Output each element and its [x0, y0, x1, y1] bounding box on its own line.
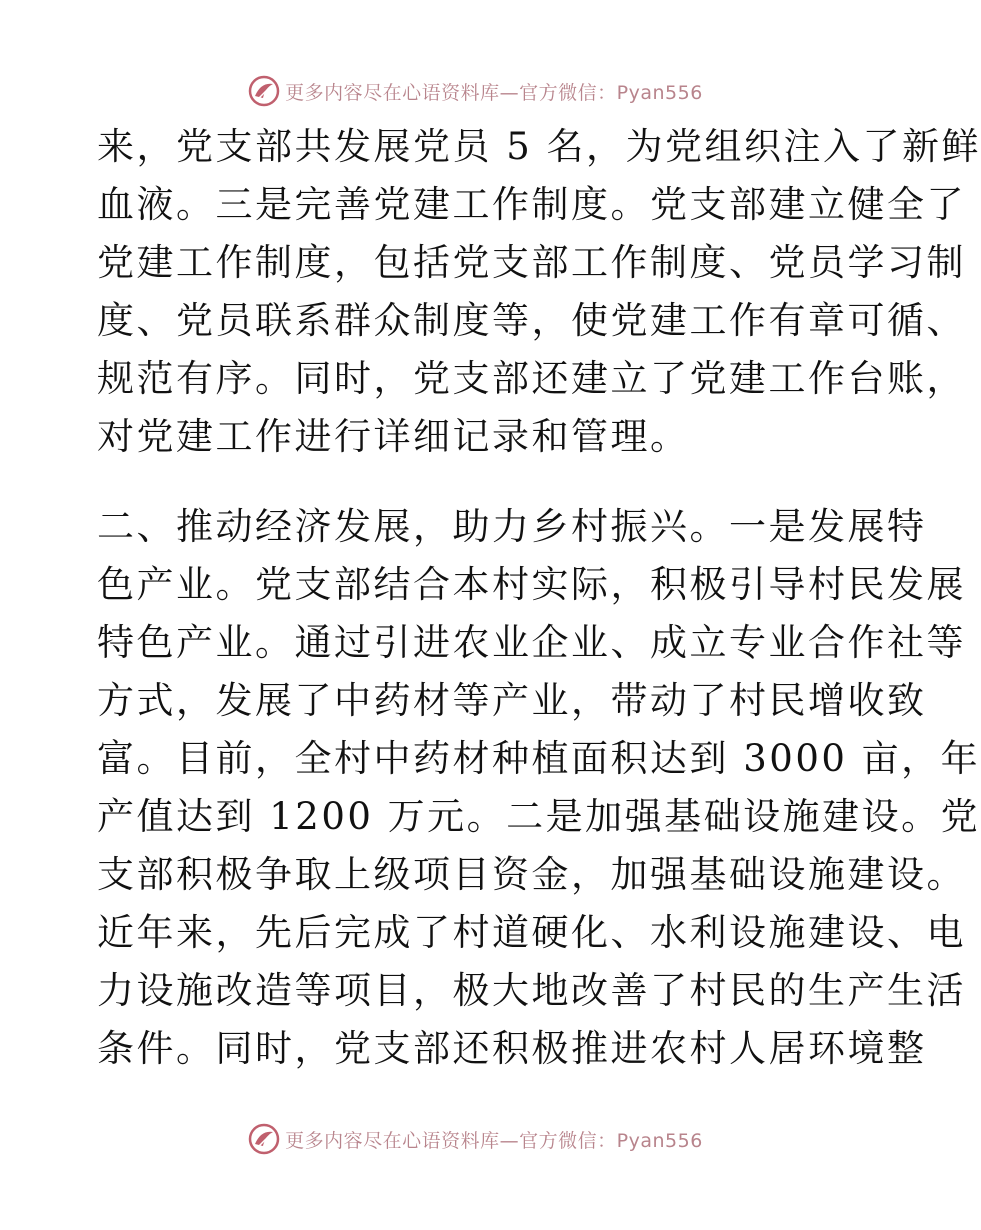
- paragraph-gap: [97, 466, 857, 498]
- text-line: 色产业。党支部结合本村实际，积极引导村民发展: [97, 563, 966, 606]
- text-line: 特色产业。通过引进农业企业、成立专业合作社等: [97, 621, 966, 664]
- paragraph-2: [97, 498, 981, 1078]
- text-line: 对党建工作进行详细记录和管理。: [97, 415, 690, 458]
- logo-icon: [247, 1122, 281, 1156]
- text-line: 富。目前，全村中药材种植面积达到 3000 亩，年: [97, 737, 981, 780]
- paragraph-1: [97, 118, 981, 466]
- text-line: 来，党支部共发展党员 5 名，为党组织注入了新鲜: [97, 125, 981, 168]
- text-line: 条件。同时，党支部还积极推进农村人居环境整: [97, 1027, 927, 1070]
- text-line: 支部积极争取上级项目资金，加强基础设施建设。: [97, 853, 966, 896]
- text-line: 度、党员联系群众制度等，使党建工作有章可循、: [97, 299, 966, 342]
- logo-icon: [247, 74, 281, 108]
- text-line: 近年来，先后完成了村道硬化、水利设施建设、电: [97, 911, 966, 954]
- header-banner: [0, 74, 950, 108]
- text-line: 血液。三是完善党建工作制度。党支部建立健全了: [97, 183, 966, 226]
- footer-banner: [0, 1122, 950, 1156]
- text-line: 规范有序。同时，党支部还建立了党建工作台账，: [97, 357, 966, 400]
- header-banner-text: 更多内容尽在心语资料库—官方微信：Pyan556: [285, 81, 703, 104]
- document-body: [97, 118, 981, 1078]
- text-line: 产值达到 1200 万元。二是加强基础设施建设。党: [97, 795, 981, 838]
- text-line: 力设施改造等项目，极大地改善了村民的生产生活: [97, 969, 966, 1012]
- text-line: 党建工作制度，包括党支部工作制度、党员学习制: [97, 241, 966, 284]
- text-line: 二、推动经济发展，助力乡村振兴。一是发展特: [97, 505, 927, 548]
- footer-banner-text: 更多内容尽在心语资料库—官方微信：Pyan556: [285, 1129, 703, 1152]
- text-line: 方式，发展了中药材等产业，带动了村民增收致: [97, 679, 927, 722]
